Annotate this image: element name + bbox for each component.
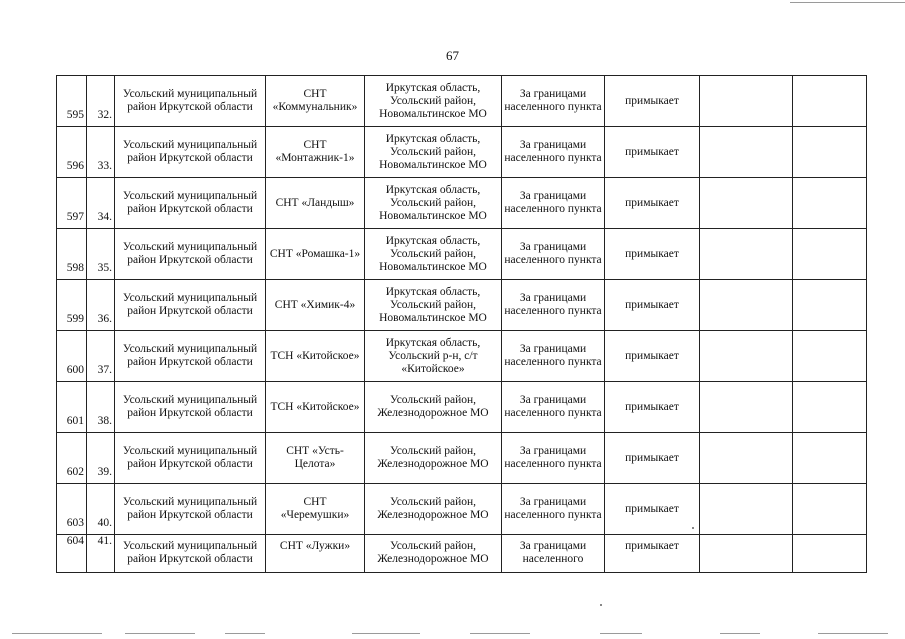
municipality-cell: Усольский муниципальный район Иркутской области (115, 433, 266, 484)
page-number: 67 (446, 48, 459, 63)
location-cell: За границами населенного пункта (502, 76, 605, 127)
empty-cell (793, 433, 867, 484)
location-cell: За границами населенного пункта (502, 127, 605, 178)
registry-number-cell: 604 (57, 535, 87, 573)
scan-edge-mark (12, 633, 102, 634)
address-cell: Иркутская область, Усольский район, Новомальтинское МО (365, 229, 502, 280)
organization-name-cell: СНТ «Коммунальник» (266, 76, 365, 127)
relation-cell: примыкает (605, 76, 700, 127)
empty-cell (700, 382, 793, 433)
municipality-cell: Усольский муниципальный район Иркутской области (115, 229, 266, 280)
municipality-cell: Усольский муниципальный район Иркутской области (115, 331, 266, 382)
sub-number-cell: 32. (87, 76, 115, 127)
registry-number-cell: 598 (57, 229, 87, 280)
registry-number-cell: 597 (57, 178, 87, 229)
address-cell: Усольский район, Железнодорожное МО (365, 433, 502, 484)
registry-number-cell: 600 (57, 331, 87, 382)
table-row (57, 433, 867, 484)
sub-number-cell: 34. (87, 178, 115, 229)
organization-name-cell: СНТ «Усть-Целота» (266, 433, 365, 484)
organization-name-cell: СНТ «Монтажник-1» (266, 127, 365, 178)
sub-number-cell: 36. (87, 280, 115, 331)
registry-table-body (57, 76, 867, 573)
organization-name-cell: ТСН «Китойское» (266, 331, 365, 382)
registry-table (56, 75, 867, 573)
relation-cell: примыкает (605, 484, 700, 535)
empty-cell (793, 484, 867, 535)
empty-cell (700, 484, 793, 535)
empty-cell (700, 280, 793, 331)
address-cell: Иркутская область, Усольский район, Новомальтинское МО (365, 127, 502, 178)
sub-number-cell: 33. (87, 127, 115, 178)
scan-edge-mark (818, 633, 888, 634)
organization-name-cell: СНТ «Ландыш» (266, 178, 365, 229)
scan-edge-mark (720, 633, 760, 634)
registry-number-cell: 601 (57, 382, 87, 433)
municipality-cell: Усольский муниципальный район Иркутской области (115, 484, 266, 535)
registry-number-cell: 595 (57, 76, 87, 127)
scan-edge-mark (352, 633, 420, 634)
table-row (57, 229, 867, 280)
address-cell: Иркутская область, Усольский район, Новомальтинское МО (365, 76, 502, 127)
scan-dust-mark (600, 604, 602, 606)
sub-number-cell: 41. (87, 535, 115, 573)
municipality-cell: Усольский муниципальный район Иркутской области (115, 535, 266, 573)
empty-cell (793, 76, 867, 127)
address-cell: Иркутская область, Усольский район, Новомальтинское МО (365, 178, 502, 229)
scan-edge-mark (600, 633, 642, 634)
empty-cell (793, 280, 867, 331)
address-cell: Иркутская область, Усольский район, Новомальтинское МО (365, 280, 502, 331)
municipality-cell: Усольский муниципальный район Иркутской области (115, 178, 266, 229)
scan-edge-mark (125, 633, 195, 634)
address-cell: Усольский район, Железнодорожное МО (365, 535, 502, 573)
registry-number-cell: 603 (57, 484, 87, 535)
location-cell: За границами населенного пункта (502, 484, 605, 535)
municipality-cell: Усольский муниципальный район Иркутской области (115, 76, 266, 127)
empty-cell (700, 178, 793, 229)
empty-cell (793, 535, 867, 573)
address-cell: Иркутская область, Усольский р-н, с/т «Китойское» (365, 331, 502, 382)
empty-cell (700, 433, 793, 484)
relation-cell: примыкает (605, 127, 700, 178)
organization-name-cell: СНТ «Ромашка-1» (266, 229, 365, 280)
sub-number-cell: 37. (87, 331, 115, 382)
table-row (57, 331, 867, 382)
empty-cell (700, 331, 793, 382)
relation-cell: примыкает (605, 433, 700, 484)
scan-edge-mark (225, 633, 265, 634)
table-row (57, 127, 867, 178)
organization-name-cell: СНТ «Химик-4» (266, 280, 365, 331)
empty-cell (700, 76, 793, 127)
organization-name-cell: СНТ «Черемушки» (266, 484, 365, 535)
relation-cell: примыкает (605, 535, 700, 573)
municipality-cell: Усольский муниципальный район Иркутской области (115, 382, 266, 433)
location-cell: За границами населенного пункта (502, 433, 605, 484)
address-cell: Усольский район, Железнодорожное МО (365, 382, 502, 433)
empty-cell (793, 382, 867, 433)
scan-edge-mark (470, 633, 530, 634)
relation-cell: примыкает (605, 178, 700, 229)
table-row (57, 535, 867, 573)
table-row (57, 484, 867, 535)
location-cell: За границами населенного пункта (502, 331, 605, 382)
relation-cell: примыкает (605, 331, 700, 382)
registry-number-cell: 602 (57, 433, 87, 484)
table-row (57, 382, 867, 433)
address-cell: Усольский район, Железнодорожное МО (365, 484, 502, 535)
empty-cell (700, 127, 793, 178)
location-cell: За границами населенного (502, 535, 605, 573)
empty-cell (700, 535, 793, 573)
location-cell: За границами населенного пункта (502, 229, 605, 280)
scan-edge-mark (790, 2, 905, 3)
table-row (57, 178, 867, 229)
sub-number-cell: 35. (87, 229, 115, 280)
scan-dust-mark (692, 527, 694, 529)
location-cell: За границами населенного пункта (502, 280, 605, 331)
sub-number-cell: 38. (87, 382, 115, 433)
municipality-cell: Усольский муниципальный район Иркутской области (115, 127, 266, 178)
relation-cell: примыкает (605, 280, 700, 331)
registry-number-cell: 596 (57, 127, 87, 178)
empty-cell (700, 229, 793, 280)
empty-cell (793, 331, 867, 382)
table-row (57, 280, 867, 331)
sub-number-cell: 40. (87, 484, 115, 535)
empty-cell (793, 178, 867, 229)
relation-cell: примыкает (605, 382, 700, 433)
organization-name-cell: СНТ «Лужки» (266, 535, 365, 573)
empty-cell (793, 127, 867, 178)
table-row (57, 76, 867, 127)
municipality-cell: Усольский муниципальный район Иркутской области (115, 280, 266, 331)
organization-name-cell: ТСН «Китойское» (266, 382, 365, 433)
location-cell: За границами населенного пункта (502, 178, 605, 229)
location-cell: За границами населенного пункта (502, 382, 605, 433)
empty-cell (793, 229, 867, 280)
relation-cell: примыкает (605, 229, 700, 280)
registry-number-cell: 599 (57, 280, 87, 331)
sub-number-cell: 39. (87, 433, 115, 484)
